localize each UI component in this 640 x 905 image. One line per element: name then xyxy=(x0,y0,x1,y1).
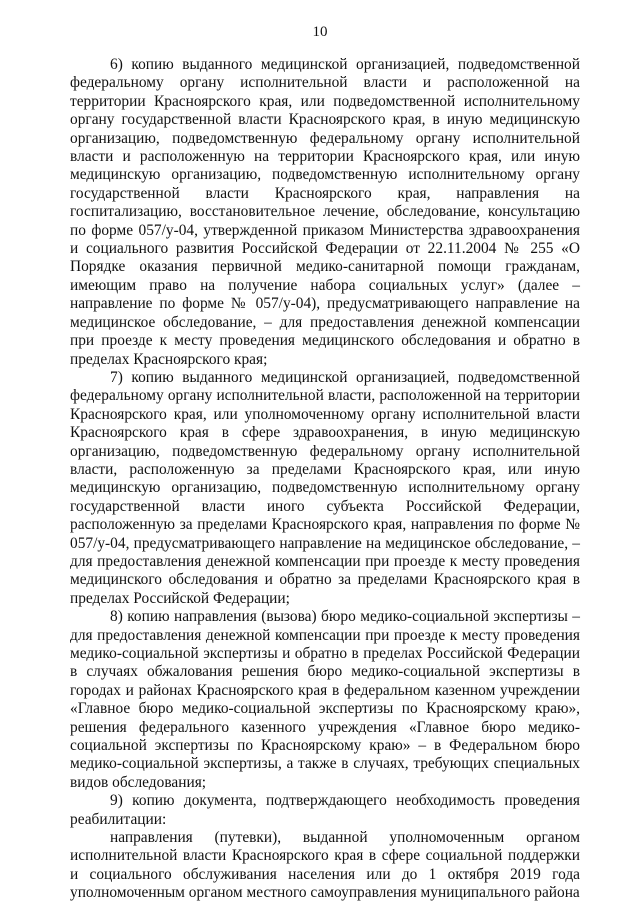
paragraph-item-9-referral: направления (путевки), выданной уполномоченным органом исполнительной власти Красноярского края в сфере социальной поддержки и социального обслуживания населения или до 1 октября 2019 года уполномоченным органом местного самоуправления муниципального района xyxy=(70,829,580,902)
paragraph-item-7: 7) копию выданного медицинской организацией, подведомственной федеральному органу исполнительной власти, расположенной на территории Красноярского края, или уполномоченному органу исполнительной власти Красноярского края в сфере здравоохранения, в иную медицинскую организацию, подведомственную федеральному органу исполнительной власти, расположенную за пределами Красноярского края, или иную медицинскую организацию, подведомственную исполнительному органу государственной власти иного субъекта Российской Федерации, расположенную за пределами Красноярского края, направления по форме № 057/у-04, предусматривающего направление на медицинское обследование, – для предоставления денежной компенсации при проезде к месту проведения медицинского обследования и обратно за пределами Красноярского края в пределах Российской Федерации; xyxy=(70,368,580,607)
document-body xyxy=(70,56,580,903)
paragraph-item-9: 9) копию документа, подтверждающего необходимость проведения реабилитации: xyxy=(70,792,580,828)
page-number: 10 xyxy=(312,24,328,40)
paragraph-item-8: 8) копию направления (вызова) бюро медико-социальной экспертизы – для предоставления денежной компенсации при проезде к месту проведения медико-социальной экспертизы и обратно в пределах Российской Федерации в случаях обжалования решения бюро медико-социальной экспертизы в городах и районах Красноярского края в федеральном казенном учреждении «Главное бюро медико-социальной экспертизы по Красноярскому краю», решения федерального казенного учреждения «Главное бюро медико-социальной экспертизы по Красноярскому краю» – в Федеральном бюро медико-социальной экспертизы, а также в случаях, требующих специальных видов обследования; xyxy=(70,608,580,791)
paragraph-item-6: 6) копию выданного медицинской организацией, подведомственной федеральному органу исполнительной власти и расположенной на территории Красноярского края, или подведомственной исполнительному органу государственной власти Красноярского края, в иную медицинскую организацию, подведомственную федеральному органу исполнительной власти и расположенную на территории Красноярского края, или иную медицинскую организацию, подведомственную исполнительному органу государственной власти Красноярского края, направления на госпитализацию, восстановительное лечение, обследование, консультацию по форме 057/у-04, утвержденной приказом Министерства здравоохранения и социального развития Российской Федерации от 22.11.2004 № 255 «О Порядке оказания первичной медико-санитарной помощи гражданам, имеющим право на получение набора социальных услуг» (далее – направление по форме № 057/у-04), предусматривающего направление на медицинское обследование, – для предоставления денежной компенсации при проезде к месту проведения медицинского обследования и обратно в пределах Красноярского края; xyxy=(70,56,580,368)
